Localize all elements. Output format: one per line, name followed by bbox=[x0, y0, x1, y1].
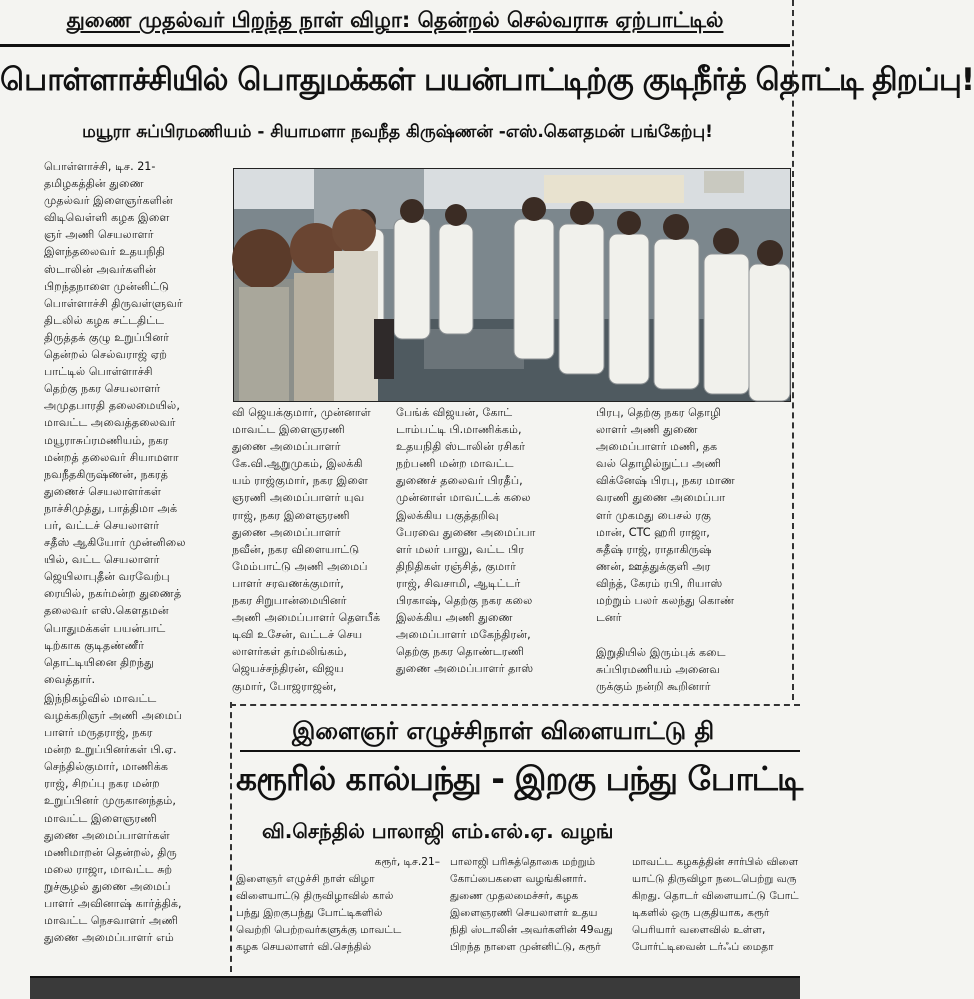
second-story-col4-text: மாவட்ட கழகத்தின் சார்பில் விளை யாட்டு திருவிழா நடைபெற்று வரு கிறது. தொடர் விளையாட்டு போட் டிகளில் ஒரு பகுதியாக, கரூர் பெரியார் வளைவில் உள்ள, போர்ட்டிவைன் டர்ஃப் மைதா bbox=[632, 856, 799, 954]
top-story-column-1 bbox=[44, 158, 224, 974]
second-story-column-2 bbox=[236, 854, 446, 972]
second-story-col2-text: இளைஞர் எழுச்சி நாள் விழா விளையாட்டு திருவிழாவில் கால் பந்து இறகுபந்து போட்டிகளில் வெற்றி பெற்றவர்களுக்கு மாவட்ட கழக செயலாளர் வி.செந்தில் bbox=[236, 873, 402, 954]
second-story-column-4 bbox=[632, 854, 800, 972]
second-story-subhead: வி.செந்தில் பாலாஜி எம்.எல்.ஏ. வழங் bbox=[262, 819, 614, 843]
top-story-column-3 bbox=[396, 404, 578, 700]
story-divider-horizontal bbox=[230, 704, 800, 706]
top-story-subhead: மயூரா சுப்பிரமணியம் - சியாமளா நவநீத கிருஷ்ணன் -எஸ்.கௌதமன் பங்கேற்பு! bbox=[82, 122, 713, 142]
top-story-col3-text: பேங்க் விஜயன், கோட் டாம்பட்டி பி.மாணிக்கம், உதயநிதி ஸ்டாலின் ரசிகர் நற்பணி மன்ற மாவட்ட துணைச் தலைவர் பிரதீப், முன்னாள் மாவட்டக் கலை இலக்கிய பகுத்தறிவு பேரவை துணை அமைப்பா ளர் மலர் பாலு, வட்ட பிர திநிதிகள் ரஞ்சித், குமார் ராஜ், சிவசாமி, ஆடிட்டர் பிரகாஷ், தெற்கு நகர கலை இலக்கிய அணி துணை அமைப்பாளர் மகேந்திரன், தெற்கு நகர தொண்டரணி துணை அமைப்பாளர் தாஸ் bbox=[396, 406, 536, 676]
second-story-column-3 bbox=[450, 854, 628, 972]
second-story-dateline: கரூர், டிச.21– bbox=[374, 856, 440, 868]
second-story-col3-text: பாலாஜி பரிசுத்தொகை மற்றும் கோப்பைகளை வழங்கினார். துணை முதலமைச்சர், கழக இளைஞரணி செயலாளர் உதய நிதி ஸ்டாலின் அவர்களின் 49வது பிறந்த நாளை முன்னிட்டு, கரூர் bbox=[450, 856, 613, 954]
top-story-col2-text: வி ஜெயக்குமார், முன்னாள் மாவட்ட இளைஞரணி துணை அமைப்பாளர் கே.வி.ஆறுமுகம், இலக்கி யம் ராஜ்குமார், நகர இளை ஞரணி அமைப்பாளர் யுவ ராஜ், நகர இளைஞரணி துணை அமைப்பாளர் நவீன், நகர விளையாட்டு மேம்பாட்டு அணி அமைப் பாளர் சரவணக்குமார், நகர சிறுபான்மையினர் அணி அமைப்பாளர் தெளபீக் டிவி உசேன், வட்டச் செய லாளர்கள் தர்மலிங்கம், ஜெயச்சந்திரன், விஜய குமார், போஜராஜன், bbox=[232, 406, 381, 693]
kicker-rule bbox=[0, 44, 790, 47]
right-column-divider bbox=[792, 0, 794, 700]
top-story-column-2 bbox=[232, 404, 388, 700]
top-story-dateline: பொள்ளாச்சி, டிச. 21- bbox=[44, 160, 156, 173]
second-kicker-rule bbox=[240, 750, 800, 752]
second-story-kicker: இளைஞர் எழுச்சிநாள் விளையாட்டு தி bbox=[292, 717, 715, 745]
top-story-headline: பொள்ளாச்சியில் பொதுமக்கள் பயன்பாட்டிற்கு குடிநீர்த் தொட்டி திறப்பு! bbox=[0, 62, 974, 98]
top-story-column-4 bbox=[596, 404, 788, 700]
top-story-col1-text-1: தமிழகத்தின் துணை முதல்வர் இளைஞர்களின் விடிவெள்ளி கழக இளை ஞர் அணி செயலாளர் இளந்தலைவர் உதயநிதி ஸ்டாலின் அவர்களின் பிறந்தநாளை முன்னிட்டு பொள்ளாச்சி திருவள்ளுவர் திடலில் கழக சட்டதிட்ட திருத்தக் குழு உறுப்பினர் தென்றல் செல்வராஜ் ஏற் பாட்டில் பொள்ளாச்சி தெற்கு நகர செயலாளர் அமுதபாரதி தலைமையில், மாவட்ட அவைத்தலைவர் மயூராசுப்ரமணியம், நகர மன்றத் தலைவர் சியாமளா நவநீதகிருஷ்ணன், நகரத் துணைச் செயலாளர்கள் நாச்சிமுத்து, பாத்திமா அக் பர், வட்டச் செயலாளர் சதீஸ் ஆகியோர் முன்னிலை யில், வட்ட செயலாளர் ஜெயிலாபுதீன் வரவேற்பு ரையில், நகர்மன்ற துணைத் தலைவர் எஸ்.கௌதமன் பொதுமக்கள் பயன்பாட் டிற்காக குடிதண்ணீர் தொட்டியினை திறந்து வைத்தார். bbox=[44, 177, 186, 686]
top-story-col4-text-1: பிரபு, தெற்கு நகர தொழி லாளர் அணி துணை அமைப்பாளர் மணி, தக வல் தொழில்நுட்ப அணி விக்னேஷ் பிரபு, நகர மாண வரணி துணை அமைப்பா ளர் முகமது பைசல் ரகு மான், CTC ஹரி ராஜா, சுதீஷ் ராஜ், ராதாகிருஷ் ணன், ஊத்துக்குளி அர விந்த், கேரம் ரபி, ரியாஸ் மற்றும் பலர் கலந்து கொண் டனர் bbox=[596, 406, 735, 625]
bottom-photo-strip bbox=[30, 976, 800, 999]
top-story-col4-text-2: இறுதியில் இரும்புக் கடை சுப்பிரமணியம் அனைவ ருக்கும் நன்றி கூறினார் bbox=[596, 646, 726, 694]
top-story-col1-text-2: இந்நிகழ்வில் மாவட்ட வழக்கறிஞர் அணி அமைப் பாளர் மருதராஜ், நகர மன்ற உறுப்பினர்கள் பி.ஏ. செந்தில்குமார், மாணிக்க ராஜ், சிறப்பு நகர மன்ற உறுப்பினர் முருகானந்தம், மாவட்ட இளைஞரணி துணை அமைப்பாளர்கள் மணிமாறன் தென்றல், திரு மலை ராஜா, மாவட்ட சுற் றுச்சூழல் துணை அமைப் பாளர் அவினாஷ் கார்த்திக், மாவட்ட நெசவாளர் அணி துணை அமைப்பாளர் எம் bbox=[44, 691, 183, 945]
event-photo bbox=[233, 168, 791, 402]
top-story-kicker: துணை முதல்வர் பிறந்த நாள் விழா: தென்றல் செல்வராசு ஏற்பாட்டில் bbox=[66, 8, 724, 32]
second-story-headline: கரூரில் கால்பந்து - இறகு பந்து போட்டி bbox=[236, 759, 803, 798]
